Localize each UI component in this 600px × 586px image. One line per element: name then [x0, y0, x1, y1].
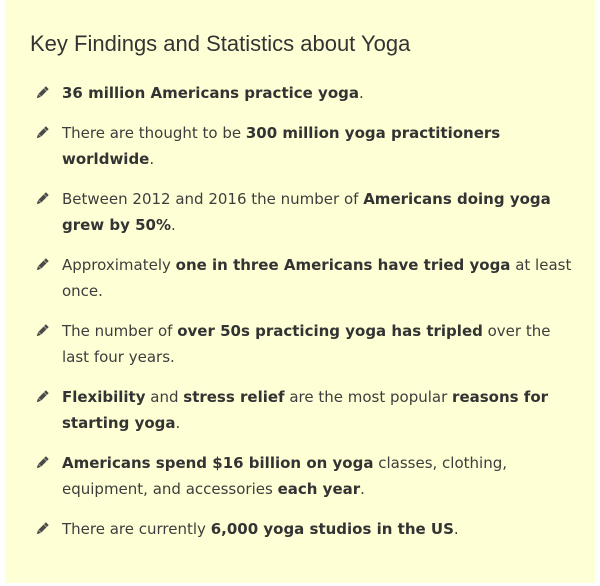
finding-highlight: stress relief	[183, 388, 285, 406]
pencil-icon	[34, 455, 50, 471]
finding-text-segment: Approximately	[62, 256, 176, 274]
finding-text-segment: .	[358, 84, 364, 102]
pencil-icon	[34, 389, 50, 405]
finding-highlight: each year	[277, 480, 361, 498]
finding-text-segment: Between 2012 and 2016 the number of	[62, 190, 364, 208]
finding-highlight: Flexibility	[62, 388, 146, 406]
finding-text-segment: at least once.	[62, 256, 572, 300]
pencil-icon	[34, 125, 50, 141]
findings-panel	[5, 0, 595, 583]
panel-title: Key Findings and Statistics about Yoga	[30, 31, 411, 56]
finding-text-segment: .	[149, 150, 155, 168]
pencil-icon	[34, 191, 50, 207]
finding-text	[62, 322, 550, 366]
pencil-icon	[34, 323, 50, 339]
finding-item	[30, 318, 582, 370]
finding-item	[30, 252, 582, 304]
finding-text-segment: There are currently	[62, 520, 211, 538]
finding-text-segment: .	[453, 520, 459, 538]
finding-highlight: 300 million yoga practitioners worldwide	[62, 124, 501, 168]
finding-text	[62, 454, 507, 498]
finding-item	[30, 384, 582, 436]
finding-text-segment: .	[360, 480, 365, 498]
finding-text	[62, 190, 551, 234]
finding-text	[62, 84, 364, 102]
finding-text-segment: There are thought to be	[62, 124, 246, 142]
finding-highlight: over 50s practicing yoga has tripled	[177, 322, 483, 340]
finding-text	[62, 388, 548, 432]
pencil-icon	[34, 257, 50, 273]
finding-item	[30, 80, 582, 106]
finding-text-segment: .	[171, 216, 176, 234]
finding-text-segment: are the most popular	[284, 388, 453, 406]
finding-item	[30, 186, 582, 238]
finding-text-segment: The number of	[62, 322, 178, 340]
finding-text-segment: over the last four years.	[62, 322, 551, 366]
finding-item	[30, 516, 582, 542]
finding-highlight: reasons for starting yoga	[62, 388, 549, 432]
finding-highlight: one in three Americans have tried yoga	[175, 256, 511, 274]
finding-item	[30, 120, 582, 172]
finding-highlight: 6,000 yoga studios in the US	[210, 520, 454, 538]
pencil-icon	[34, 85, 50, 101]
finding-text-segment: classes, clothing, equipment, and accessories	[62, 454, 507, 498]
finding-text	[62, 520, 459, 538]
finding-highlight: Americans doing yoga grew by 50%	[62, 190, 551, 234]
finding-text-segment: .	[175, 414, 181, 432]
pencil-icon	[34, 521, 50, 537]
finding-text	[62, 124, 500, 168]
finding-text	[62, 256, 571, 300]
finding-highlight: Americans spend $16 billion on yoga	[62, 454, 374, 472]
finding-item	[30, 450, 582, 502]
finding-text-segment: and	[145, 388, 184, 406]
findings-list	[30, 80, 570, 542]
finding-highlight: 36 million Americans practice yoga	[62, 84, 359, 102]
